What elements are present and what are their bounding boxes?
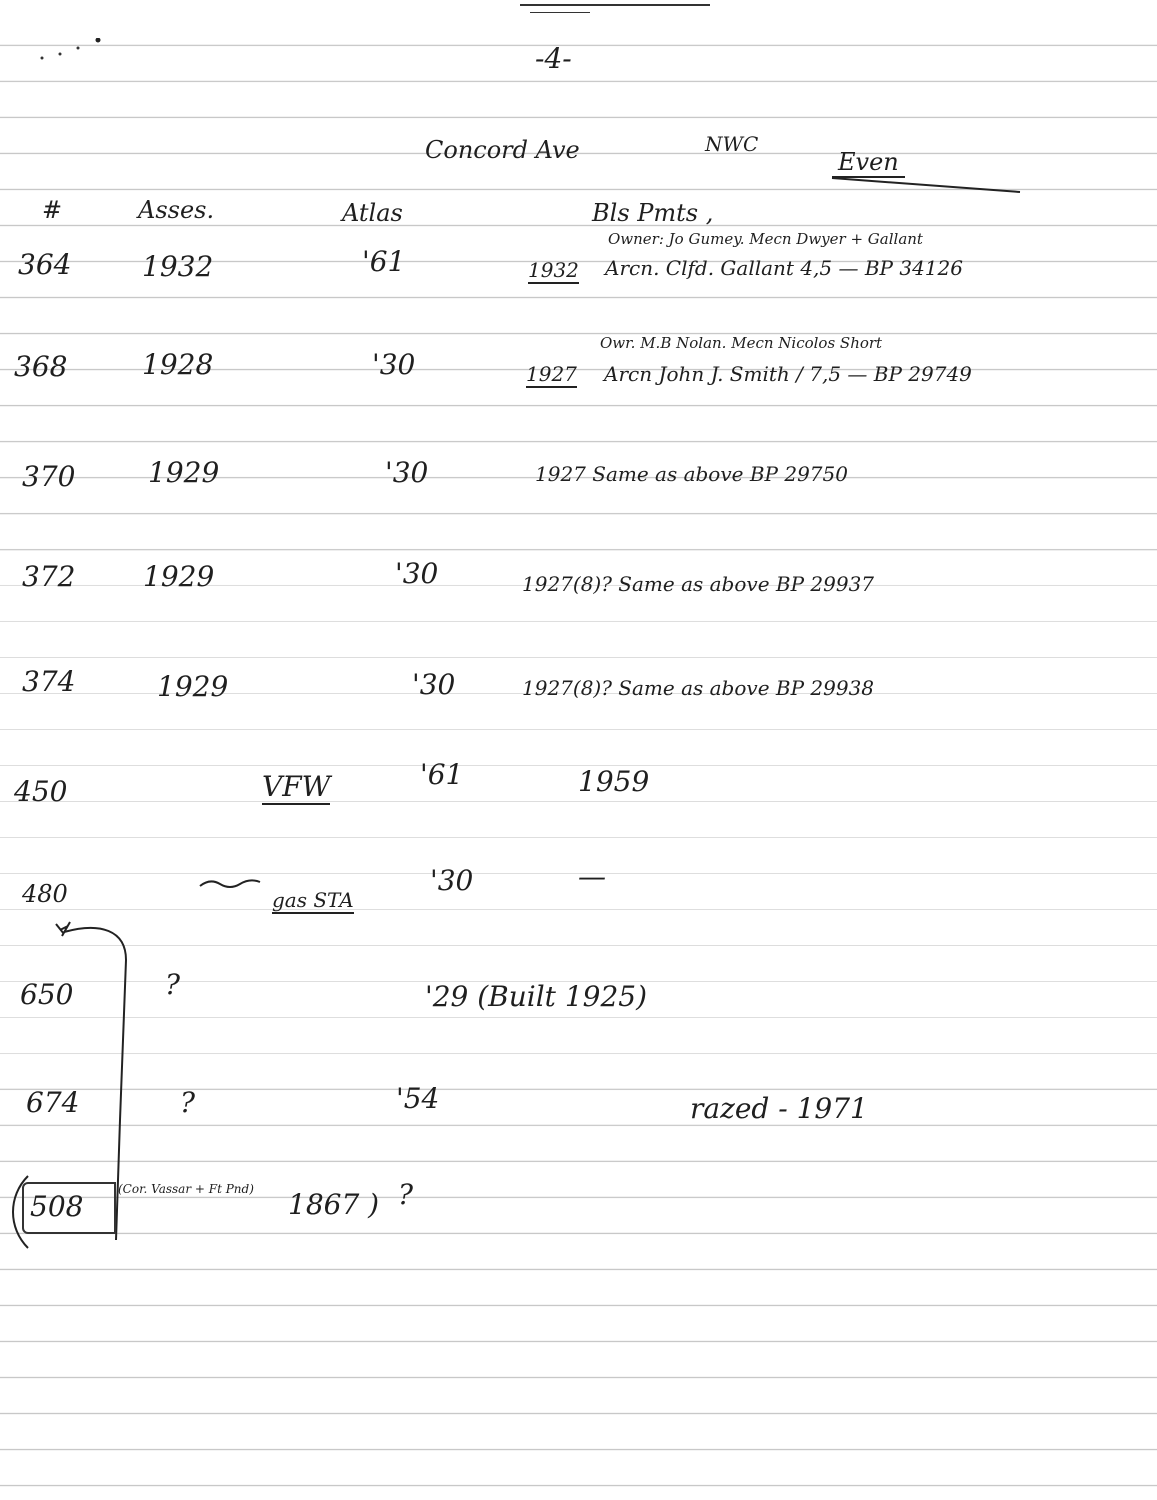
assessment-674: ?	[180, 1086, 196, 1119]
permit-note-374: 1927(8)? Same as above BP 29938	[522, 676, 875, 700]
house-number-450: 450	[14, 775, 68, 808]
permit-note-364: Arcn. Clfd. Gallant 4,5 — BP 34126	[605, 256, 963, 280]
atlas-480: '30	[430, 864, 474, 897]
house-number-508: 508	[30, 1190, 84, 1223]
assessment-364: 1932	[142, 250, 214, 283]
side-label: Even	[832, 148, 905, 178]
assessment-372: 1929	[143, 560, 215, 593]
permit-note-450: 1959	[578, 765, 650, 798]
column-header-assessment: Asses.	[138, 196, 215, 224]
atlas-650: '29 (Built 1925)	[425, 980, 648, 1013]
assessment-368: 1928	[142, 348, 214, 381]
house-number-374: 374	[22, 665, 76, 698]
owner-note-368: Owr. M.B Nolan. Mecn Nicolos Short	[600, 334, 883, 352]
dash-mark	[198, 876, 262, 890]
house-number-674: 674	[26, 1086, 80, 1119]
owner-note-364: Owner: Jo Gumey. Mecn Dwyer + Gallant	[608, 230, 923, 248]
permit-year-368: 1927	[526, 362, 577, 386]
corner-note-508: (Cor. Vassar + Ft Pnd)	[118, 1182, 254, 1196]
assessment-650: ?	[165, 968, 181, 1001]
house-number-480: 480	[22, 880, 68, 908]
atlas-374: '30	[412, 668, 456, 701]
corner-note: NWC	[705, 132, 759, 156]
use-480: gas STA	[272, 888, 354, 912]
ink-specks	[38, 38, 108, 68]
atlas-674: '54	[396, 1082, 440, 1115]
house-number-368: 368	[14, 350, 68, 383]
column-header-building-permits: Bls Pmts ,	[592, 199, 714, 227]
atlas-364: '61	[362, 245, 406, 278]
assessment-370: 1929	[148, 456, 220, 489]
assessment-374: 1929	[157, 670, 229, 703]
permit-note-480: —	[578, 860, 606, 893]
top-edge-line-2	[530, 12, 590, 13]
permit-note-508: ?	[398, 1178, 414, 1211]
house-number-372: 372	[22, 560, 76, 593]
use-450: VFW	[262, 770, 331, 803]
house-number-364: 364	[18, 248, 72, 281]
column-header-number: #	[42, 196, 63, 224]
atlas-368: '30	[372, 348, 416, 381]
permit-note-674: razed - 1971	[690, 1092, 868, 1125]
permit-note-372: 1927(8)? Same as above BP 29937	[522, 572, 875, 596]
header-underline	[830, 170, 1030, 200]
permit-year-364: 1932	[528, 258, 579, 282]
atlas-370: '30	[385, 456, 429, 489]
permit-note-368: Arcn John J. Smith / 7,5 — BP 29749	[604, 362, 972, 386]
house-number-370: 370	[22, 460, 76, 493]
atlas-450: '61	[420, 758, 464, 791]
column-header-atlas: Atlas	[342, 199, 403, 227]
top-edge-line	[520, 4, 710, 6]
page-number: -4-	[535, 42, 572, 75]
house-number-650: 650	[20, 978, 74, 1011]
permit-note-370: 1927 Same as above BP 29750	[535, 462, 848, 486]
atlas-372: '30	[395, 557, 439, 590]
atlas-508: 1867 )	[288, 1188, 380, 1221]
street-name: Concord Ave	[425, 136, 580, 164]
